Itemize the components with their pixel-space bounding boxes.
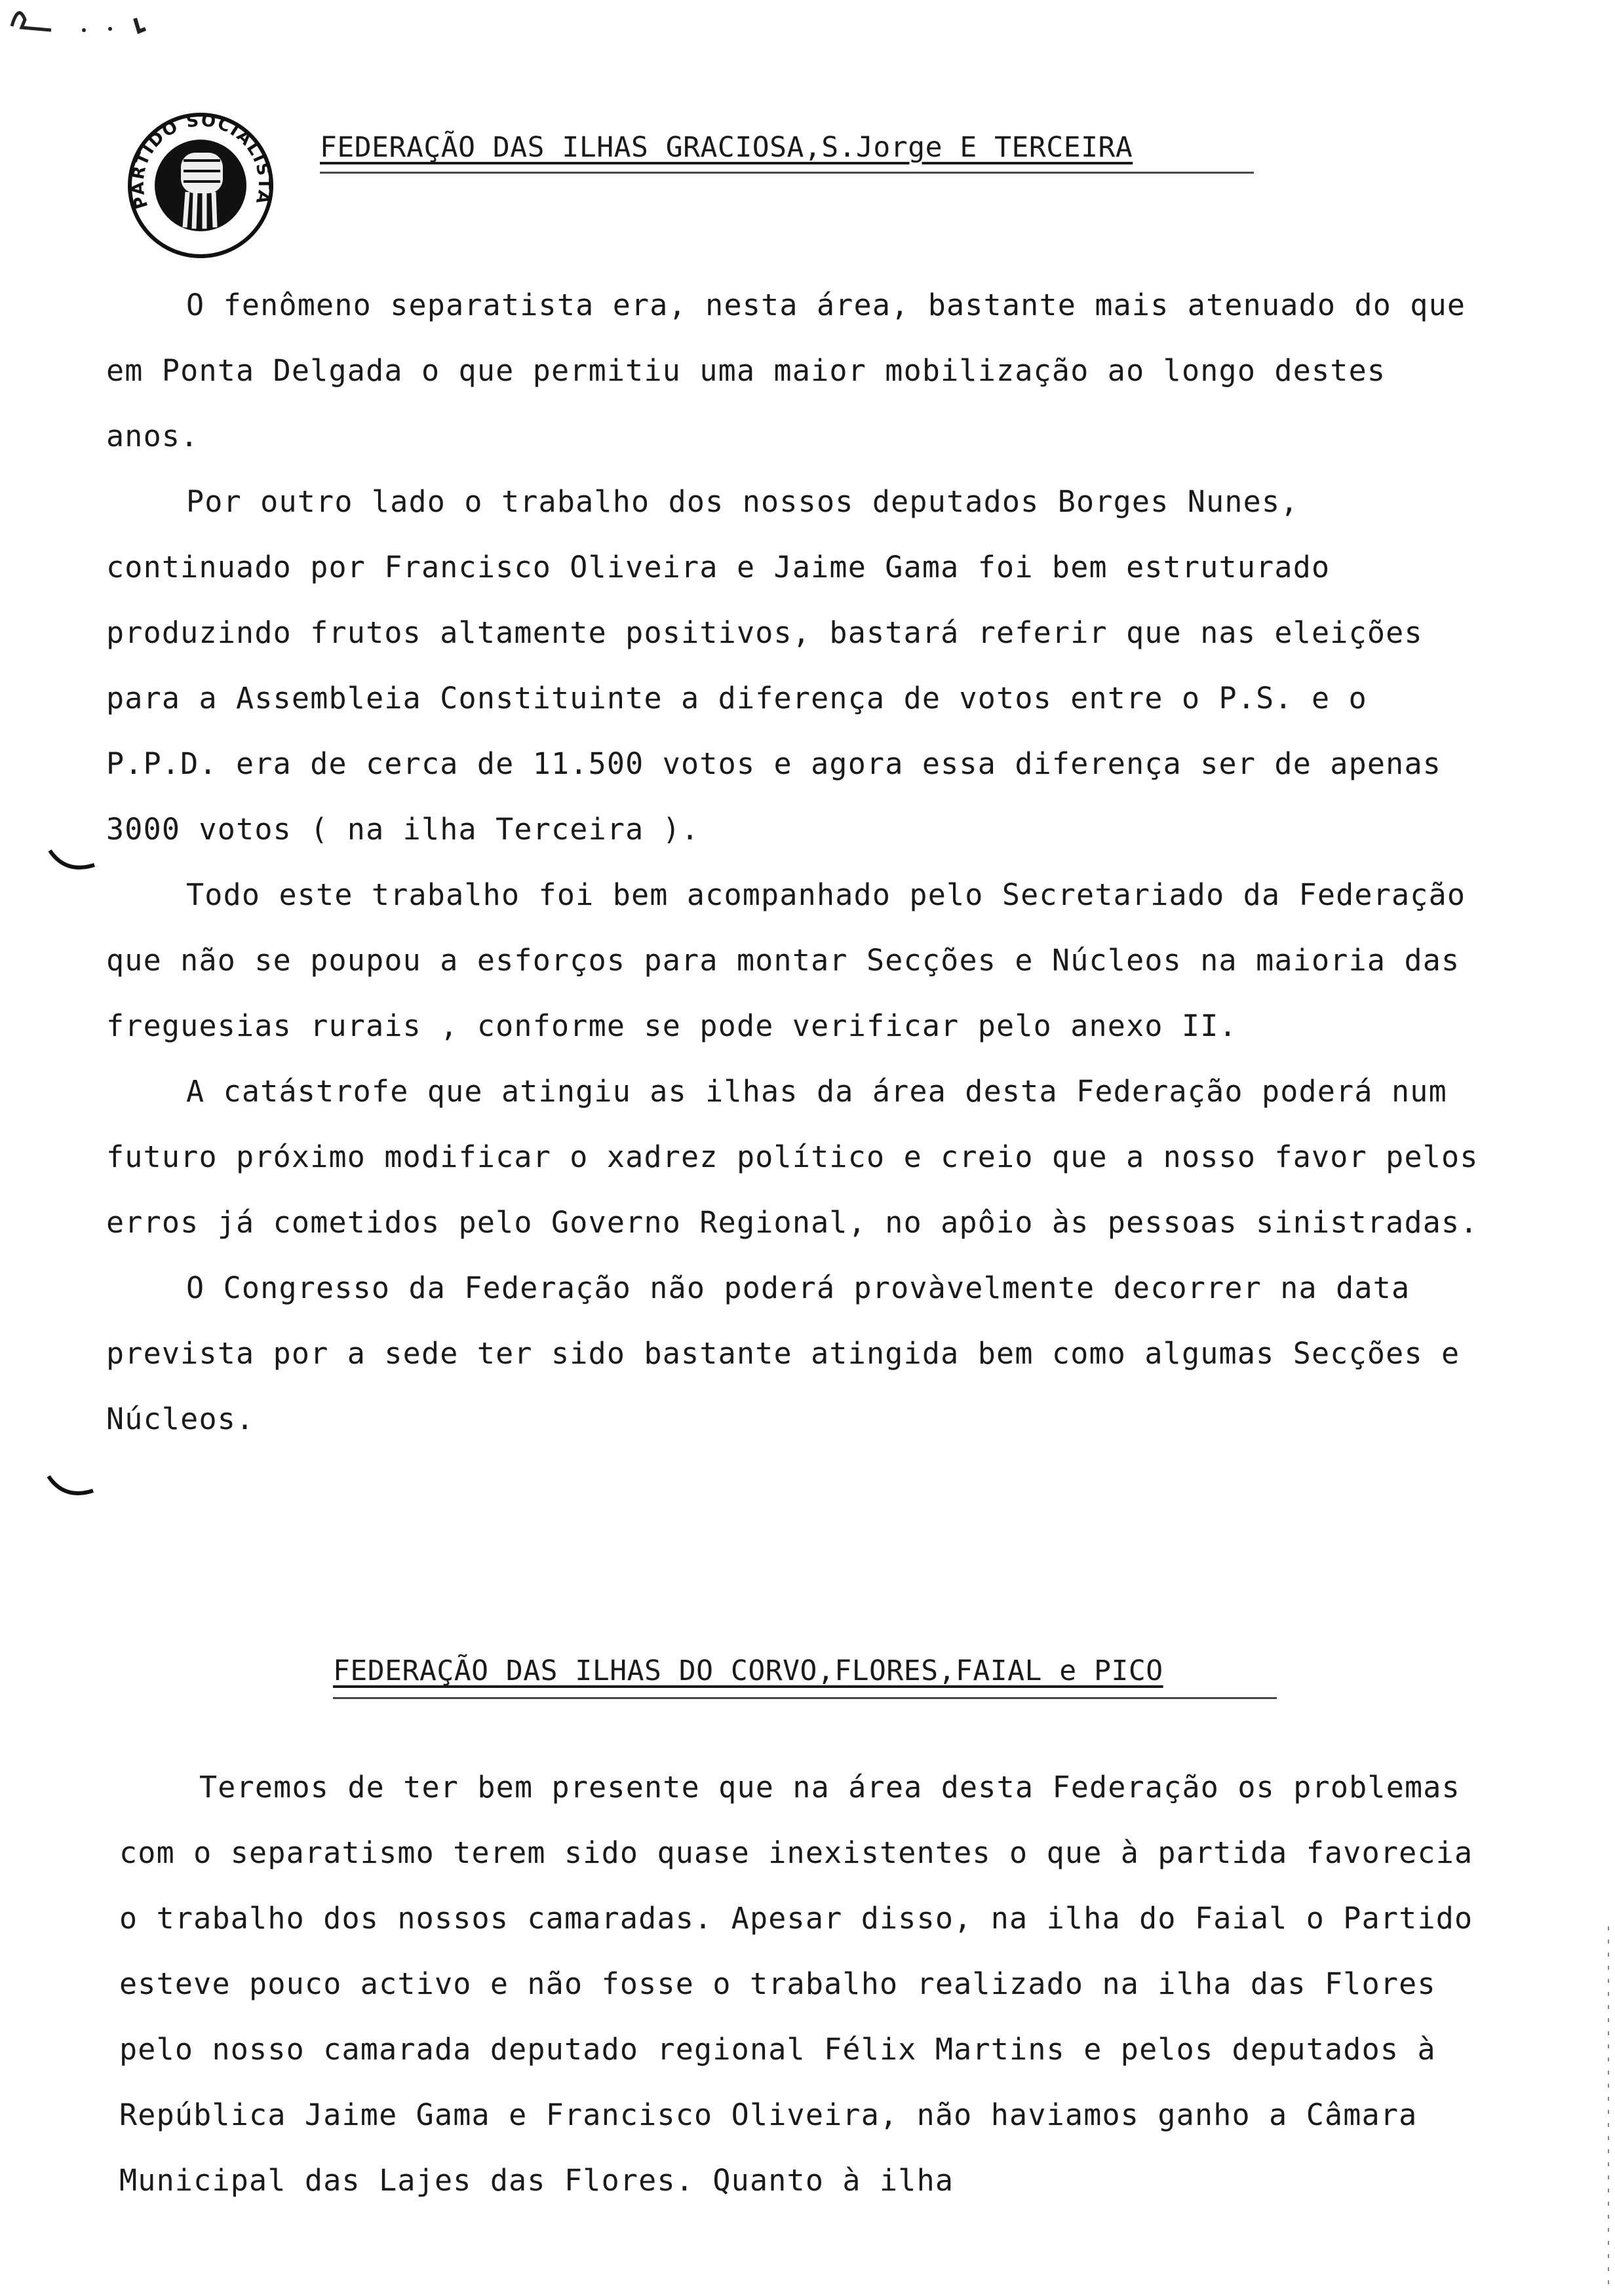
section-heading-graciosa: FEDERAÇÃO DAS ILHAS GRACIOSA,S.Jorge E TERCEIRA — [320, 131, 1133, 164]
party-logo — [117, 108, 294, 259]
corner-scribble-mark — [5, 0, 163, 46]
section-body-corvo — [119, 1755, 1502, 2213]
margin-bracket-mark — [46, 845, 98, 878]
paragraph: O Congresso da Federação não poderá provàvelmente decorrer na data prevista por a sede ter sido bastante atingida bem como algumas Secções e Núcleos. — [106, 1271, 1460, 1436]
scan-edge-marks — [1605, 1926, 1612, 2293]
section-body-graciosa — [106, 273, 1489, 1452]
heading-underline — [333, 1697, 1277, 1699]
paragraph: A catástrofe que atingiu as ilhas da área desta Federação poderá num futuro próximo modificar o xadrez político e creio que a nosso favor pelos erros já cometidos pelo Governo Regional, no apôio às pessoas sinistradas. — [106, 1074, 1479, 1240]
logo-text: PARTIDO SOCIALISTA — [128, 110, 274, 212]
paragraph: Por outro lado o trabalho dos nossos deputados Borges Nunes, continuado por Francisco Oliveira e Jaime Gama foi bem estruturado produzindo frutos altamente positivos, bastará referir que nas eleições para a Assembleia Constituinte a diferença de votos entre o P.S. e o P.P.D. era de cerca de 11.500 votos e agora essa diferença ser de apenas 3000 votos ( na ilha Terceira ). — [106, 484, 1442, 847]
margin-bracket-mark — [45, 1471, 97, 1504]
logo-seal — [117, 108, 294, 259]
heading-underline — [320, 172, 1254, 174]
section-heading-corvo: FEDERAÇÃO DAS ILHAS DO CORVO,FLORES,FAIAL e PICO — [333, 1655, 1163, 1687]
paragraph: Teremos de ter bem presente que na área desta Federação os problemas com o separatismo terem sido quase inexistentes o que à partida favorecia o trabalho dos nossos camaradas. Apesar disso, na ilha do Faial o Partido esteve pouco activo e não fosse o trabalho realizado na ilha das Flores pelo nosso camarada deputado regional Félix Martins e pelos deputados à República Jaime Gama e Francisco Oliveira, não haviamos ganho a Câmara Municipal das Lajes das Flores. Quanto à ilha — [119, 1770, 1473, 2198]
paragraph: O fenômeno separatista era, nesta área, bastante mais atenuado do que em Ponta Delgada o que permitiu uma maior mobilização ao longo destes anos. — [106, 288, 1466, 453]
paragraph: Todo este trabalho foi bem acompanhado pelo Secretariado da Federação que não se poupou a esforços para montar Secções e Núcleos na maioria das freguesias rurais , conforme se pode verificar pelo anexo II. — [106, 877, 1466, 1043]
